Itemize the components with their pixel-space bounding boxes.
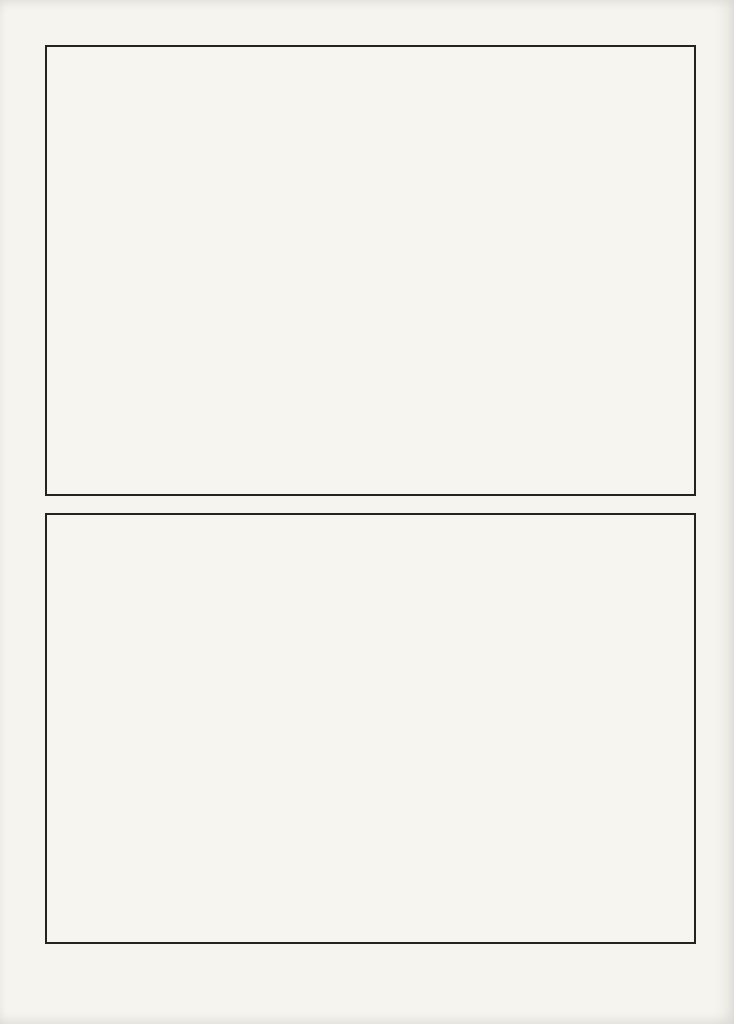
roster-table-bottom (45, 513, 696, 944)
roster-table-top (45, 45, 696, 496)
